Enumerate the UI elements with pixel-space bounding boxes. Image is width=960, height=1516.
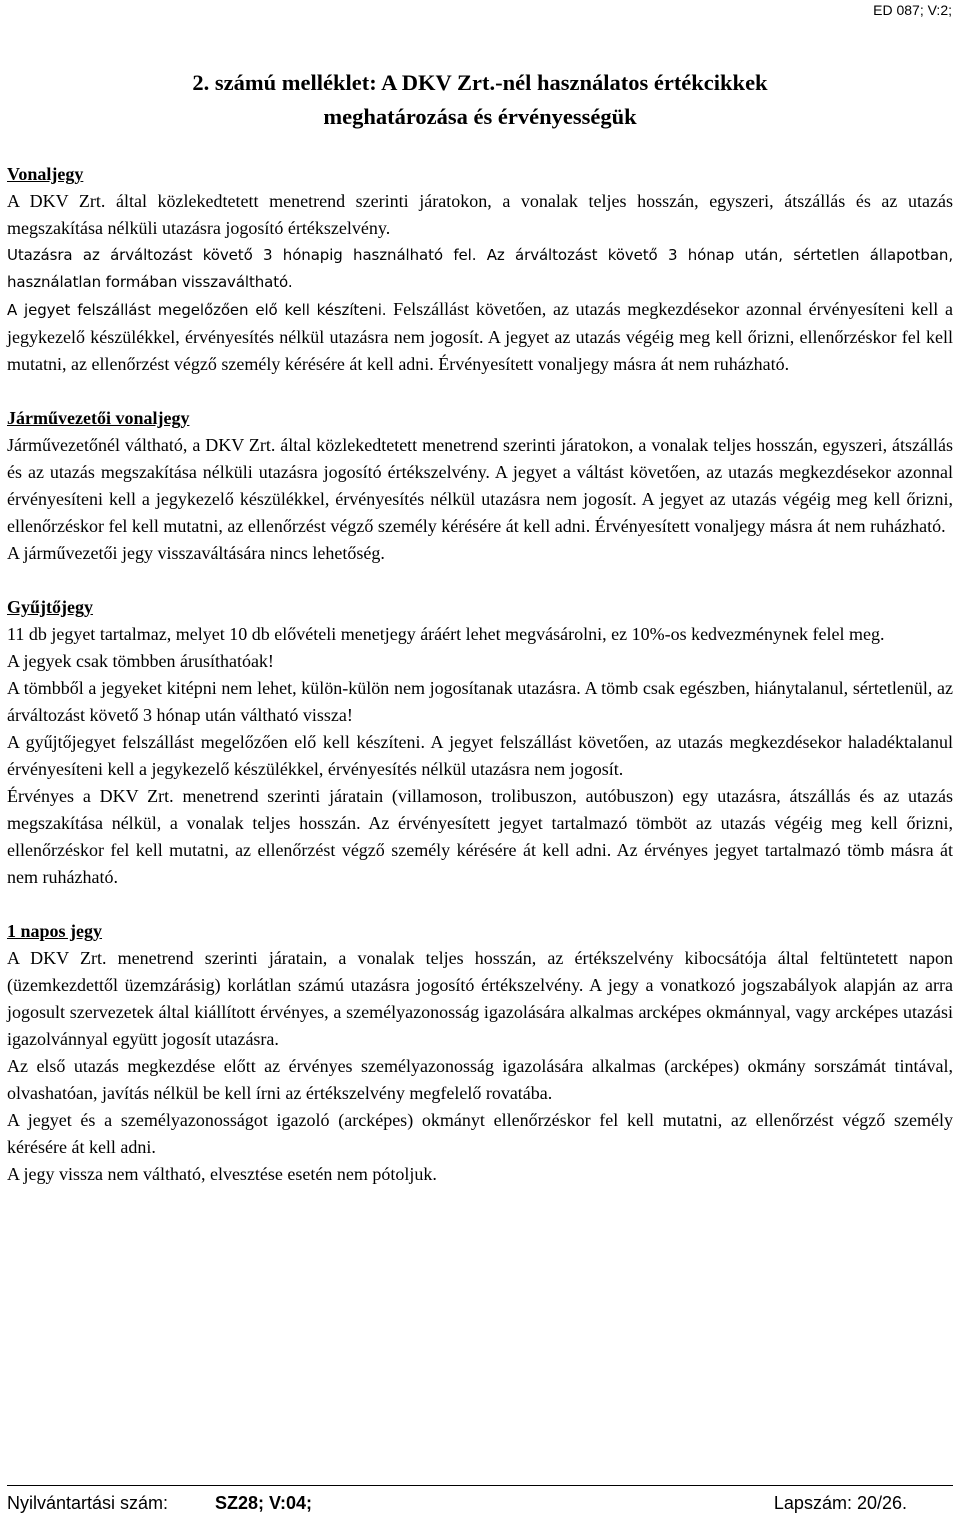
document-code: ED 087; V:2; [873,2,952,18]
registration-code: SZ28; V:04; [215,1493,313,1513]
section-1-napos-jegy [7,918,953,1188]
paragraph: Érvényes a DKV Zrt. menetrend szerinti járatain (villamoson, trolibuszon, autóbuszon) egy utazásra, átszállás és az utazás megszakítása nélkül, a vonalak teljes hosszán. Az érvényesített jegyet tartalmazó tömböt az utazás végéig meg kell őrizni, ellenőrzéskor fel kell mutatni, az ellenőrzést végző személy kérésére át kell adni. Az érvényes jegyet tartalmazó tömb másra át nem ruházható. [7,786,953,887]
footer-divider [7,1485,953,1486]
section-gyujtojegy [7,594,953,891]
section-gap [7,891,953,918]
section-gap [7,567,953,594]
section-gap [7,378,953,405]
section-heading: 1 napos jegy [7,921,103,941]
paragraph: A jegyek csak tömbben árusíthatóak! [7,651,274,671]
title-line-1: 2. számú melléklet: A DKV Zrt.-nél használatos értékcikkek [192,70,768,95]
paragraph: 11 db jegyet tartalmaz, melyet 10 db elővételi menetjegy áráért lehet megvásárolni, ez 10%-os kedvezménynek felel meg. [7,624,885,644]
section-jarmuvezetoi-vonaljegy [7,405,953,567]
paragraph: A jegyet és a személyazonosságot igazoló (arcképes) okmányt ellenőrzéskor fel kell mutatni, az ellenőrzést végző személy kérésére át kell adni. [7,1110,953,1157]
page-number: Lapszám: 20/26. [773,1493,907,1513]
paragraph: A tömbből a jegyeket kitépni nem lehet, külön-külön nem jogosítanak utazásra. A tömb csak egészben, hiánytalanul, sértetlenül, az árváltozást követő 3 hónap után váltható vissza! [7,678,953,725]
section-heading: Járművezetői vonaljegy [7,408,190,428]
section-vonaljegy [7,161,953,378]
paragraph: A DKV Zrt. menetrend szerinti járatain, a vonalak teljes hosszán, az értékszelvény kibocsátója által feltüntetett napon (üzemkezdettől üzemzárásig) korlátlan számú utazásra jogosító értékszelvény. A jegy a vonatkozó jogszabályok alapján az arra jogosult szervezetek által kiállított érvényes, a személyazonosság igazolására alkalmas arcképes okmánnyal, vagy arcképes utazási igazolvánnyal együtt jogosít utazásra. [7,948,953,1049]
paragraph [7,296,953,378]
paragraph: A járművezetői jegy visszaváltására nincs lehetőség. [7,543,385,563]
page-title [0,66,960,134]
document-body [7,161,953,1188]
section-heading: Vonaljegy [7,164,84,184]
paragraph: Az első utazás megkezdése előtt az érvényes személyazonosság igazolására alkalmas (arcképes) okmány sorszámát tintával, olvashatóan, javítás nélkül be kell írni az értékszelvény megfelelő rovatába. [7,1056,953,1103]
paragraph: A gyűjtőjegyet felszállást megelőzően elő kell készíteni. A jegyet felszállást követően, az utazás megkezdésekor haladéktalanul érvényesíteni kell a jegykezelő készülékkel, érvényesítés nélkül utazásra nem jogosít. [7,732,953,779]
section-heading: Gyűjtőjegy [7,597,93,617]
title-line-2: meghatározása és érvényességük [323,104,637,129]
paragraph-sans-part: A jegyet felszállást megelőzően elő kell készíteni. [7,301,387,319]
paragraph: A jegy vissza nem váltható, elvesztése esetén nem pótoljuk. [7,1164,437,1184]
paragraph: Utazásra az árváltozást követő 3 hónapig használható fel. Az árváltozást követő 3 hónap után, sértetlen állapotban, használatlan formában visszaváltható. [7,246,953,291]
paragraph: A DKV Zrt. által közlekedtetett menetrend szerinti járatokon, a vonalak teljes hosszán, egyszeri, átszállás és az utazás megszakítása nélküli utazásra jogosító értékszelvény. [7,191,953,238]
paragraph: Járművezetőnél váltható, a DKV Zrt. által közlekedtetett menetrend szerinti járatokon, a vonalak teljes hosszán, egyszeri, átszállás és az utazás megszakítása nélküli utazásra jogosító értékszelvény. A jegyet a váltást követően, az utazás megkezdésekor azonnal érvényesíteni kell a jegykezelő készülékkel, érvényesítés nélkül utazásra nem jogosít. A jegyet az utazás végéig meg kell őrizni, ellenőrzéskor fel kell mutatni, az ellenőrzést végző személy kérésére át kell adni. Érvényesített vonaljegy másra át nem ruházható. [7,435,953,536]
paragraph-serif-part: Felszállást követően, az utazás megkezdésekor azonnal érvényesíteni kell a jegykezelő készülékkel, érvényesítés nélkül utazásra nem jogosít. A jegyet az utazás végéig meg kell őrizni, ellenőrzéskor fel kell mutatni, az ellenőrzést végző személy kérésére át kell adni. Érvényesített vonaljegy másra át nem ruházható. [7,299,953,374]
page-footer [7,1492,953,1514]
registration-label: Nyilvántartási szám: [7,1493,169,1513]
